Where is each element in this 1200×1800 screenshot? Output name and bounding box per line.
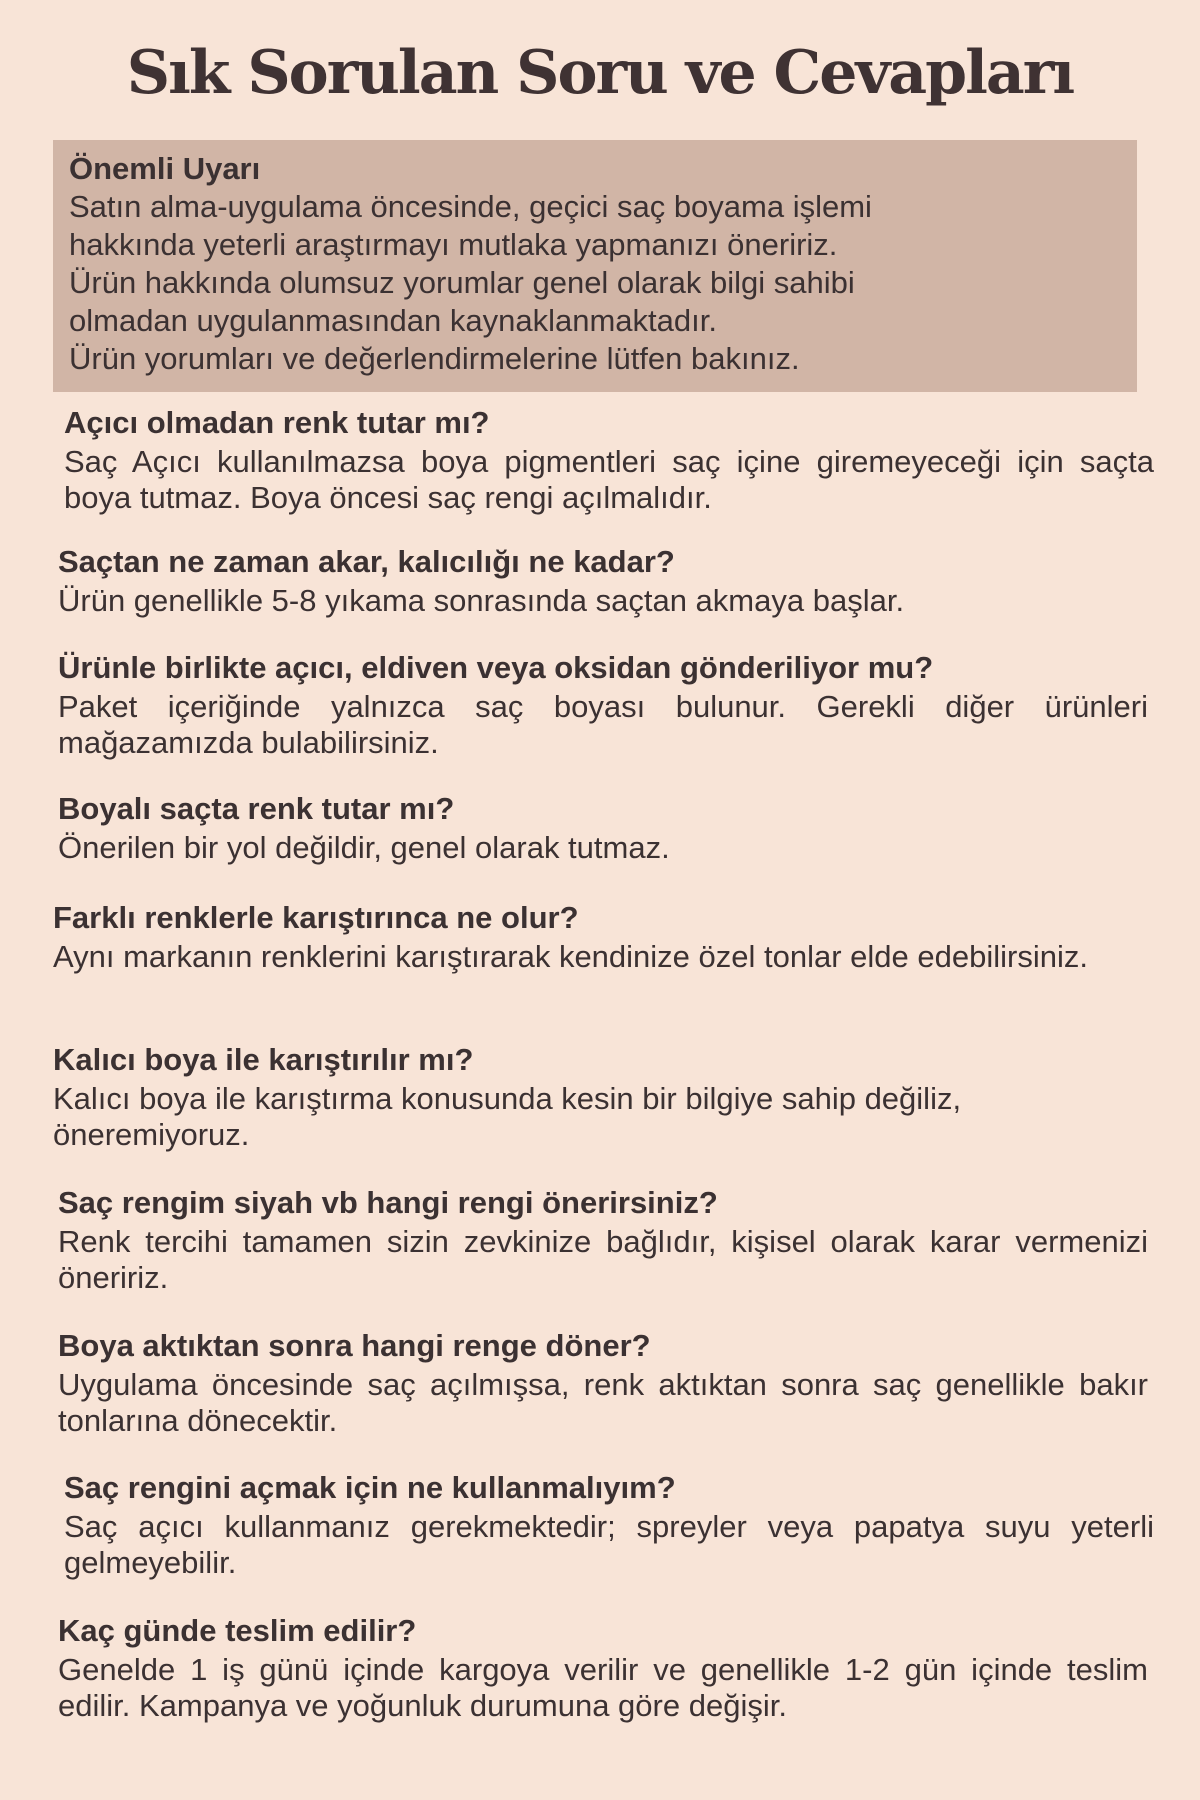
faq-question: Boyalı saçta renk tutar mı? [58, 791, 455, 826]
faq-item [64, 1469, 1154, 1581]
faq-item [53, 1041, 1143, 1153]
faq-item [58, 1184, 1148, 1296]
faq-answer: Paket içeriğinde yalnızca saç boyası bulunur. Gerekli diğer ürünleri mağazamızda bulabilirsiniz. [58, 689, 1148, 760]
faq-item [58, 1327, 1148, 1439]
faq-question: Ürünle birlikte açıcı, eldiven veya oksidan gönderiliyor mu? [58, 650, 934, 685]
warning-box [53, 140, 1137, 392]
faq-question: Saç rengim siyah vb hangi rengi önerirsiniz? [58, 1185, 718, 1220]
page-title: Sık Sorulan Soru ve Cevapları [126, 38, 1074, 108]
faq-item [64, 404, 1154, 516]
faq-question: Boya aktıktan sonra hangi renge döner? [58, 1328, 651, 1363]
warning-line: Ürün hakkında olumsuz yorumlar genel olarak bilgi sahibi [69, 265, 855, 300]
faq-answer: Renk tercihi tamamen sizin zevkinize bağlıdır, kişisel olarak karar vermenizi öneririz. [58, 1224, 1148, 1295]
warning-line: hakkında yeterli araştırmayı mutlaka yapmanızı öneririz. [69, 227, 838, 262]
faq-question: Kalıcı boya ile karıştırılır mı? [53, 1042, 474, 1077]
faq-answer: Saç Açıcı kullanılmazsa boya pigmentleri saç içine giremeyeceği için saçta boya tutmaz. Boya öncesi saç rengi açılmalıdır. [64, 444, 1154, 515]
faq-answer: Saç açıcı kullanmanız gerekmektedir; spreyler veya papatya suyu yeterli gelmeyebilir. [64, 1509, 1154, 1580]
faq-item [58, 1612, 1148, 1724]
faq-question: Farklı renklerle karıştırınca ne olur? [53, 900, 579, 935]
warning-heading: Önemli Uyarı [69, 151, 261, 186]
faq-question: Açıcı olmadan renk tutar mı? [64, 405, 490, 440]
warning-line: Ürün yorumları ve değerlendirmelerine lütfen bakınız. [69, 341, 800, 376]
faq-answer: Kalıcı boya ile karıştırma konusunda kesin bir bilgiye sahip değiliz, öneremiyoruz. [53, 1081, 962, 1152]
warning-line: olmadan uygulanmasından kaynaklanmaktadır. [69, 303, 717, 338]
faq-answer: Genelde 1 iş günü içinde kargoya verilir ve genellikle 1-2 gün içinde teslim edilir. Kampanya ve yoğunluk durumuna göre değişir. [58, 1652, 1148, 1723]
faq-item [58, 649, 1148, 761]
faq-answer: Ürün genellikle 5-8 yıkama sonrasında saçtan akmaya başlar. [58, 583, 905, 618]
faq-item [58, 543, 1148, 619]
warning-line: Satın alma-uygulama öncesinde, geçici saç boyama işlemi [69, 189, 872, 224]
faq-item [58, 790, 1148, 866]
faq-question: Saçtan ne zaman akar, kalıcılığı ne kadar? [58, 544, 675, 579]
faq-question: Kaç günde teslim edilir? [58, 1613, 417, 1648]
faq-question: Saç rengini açmak için ne kullanmalıyım? [64, 1470, 676, 1505]
faq-answer: Uygulama öncesinde saç açılmışsa, renk aktıktan sonra saç genellikle bakır tonlarına dönecektir. [58, 1367, 1148, 1438]
faq-item [53, 899, 1143, 975]
faq-answer: Aynı markanın renklerini karıştırarak kendinize özel tonlar elde edebilirsiniz. [53, 939, 1088, 974]
faq-answer: Önerilen bir yol değildir, genel olarak tutmaz. [58, 830, 670, 865]
